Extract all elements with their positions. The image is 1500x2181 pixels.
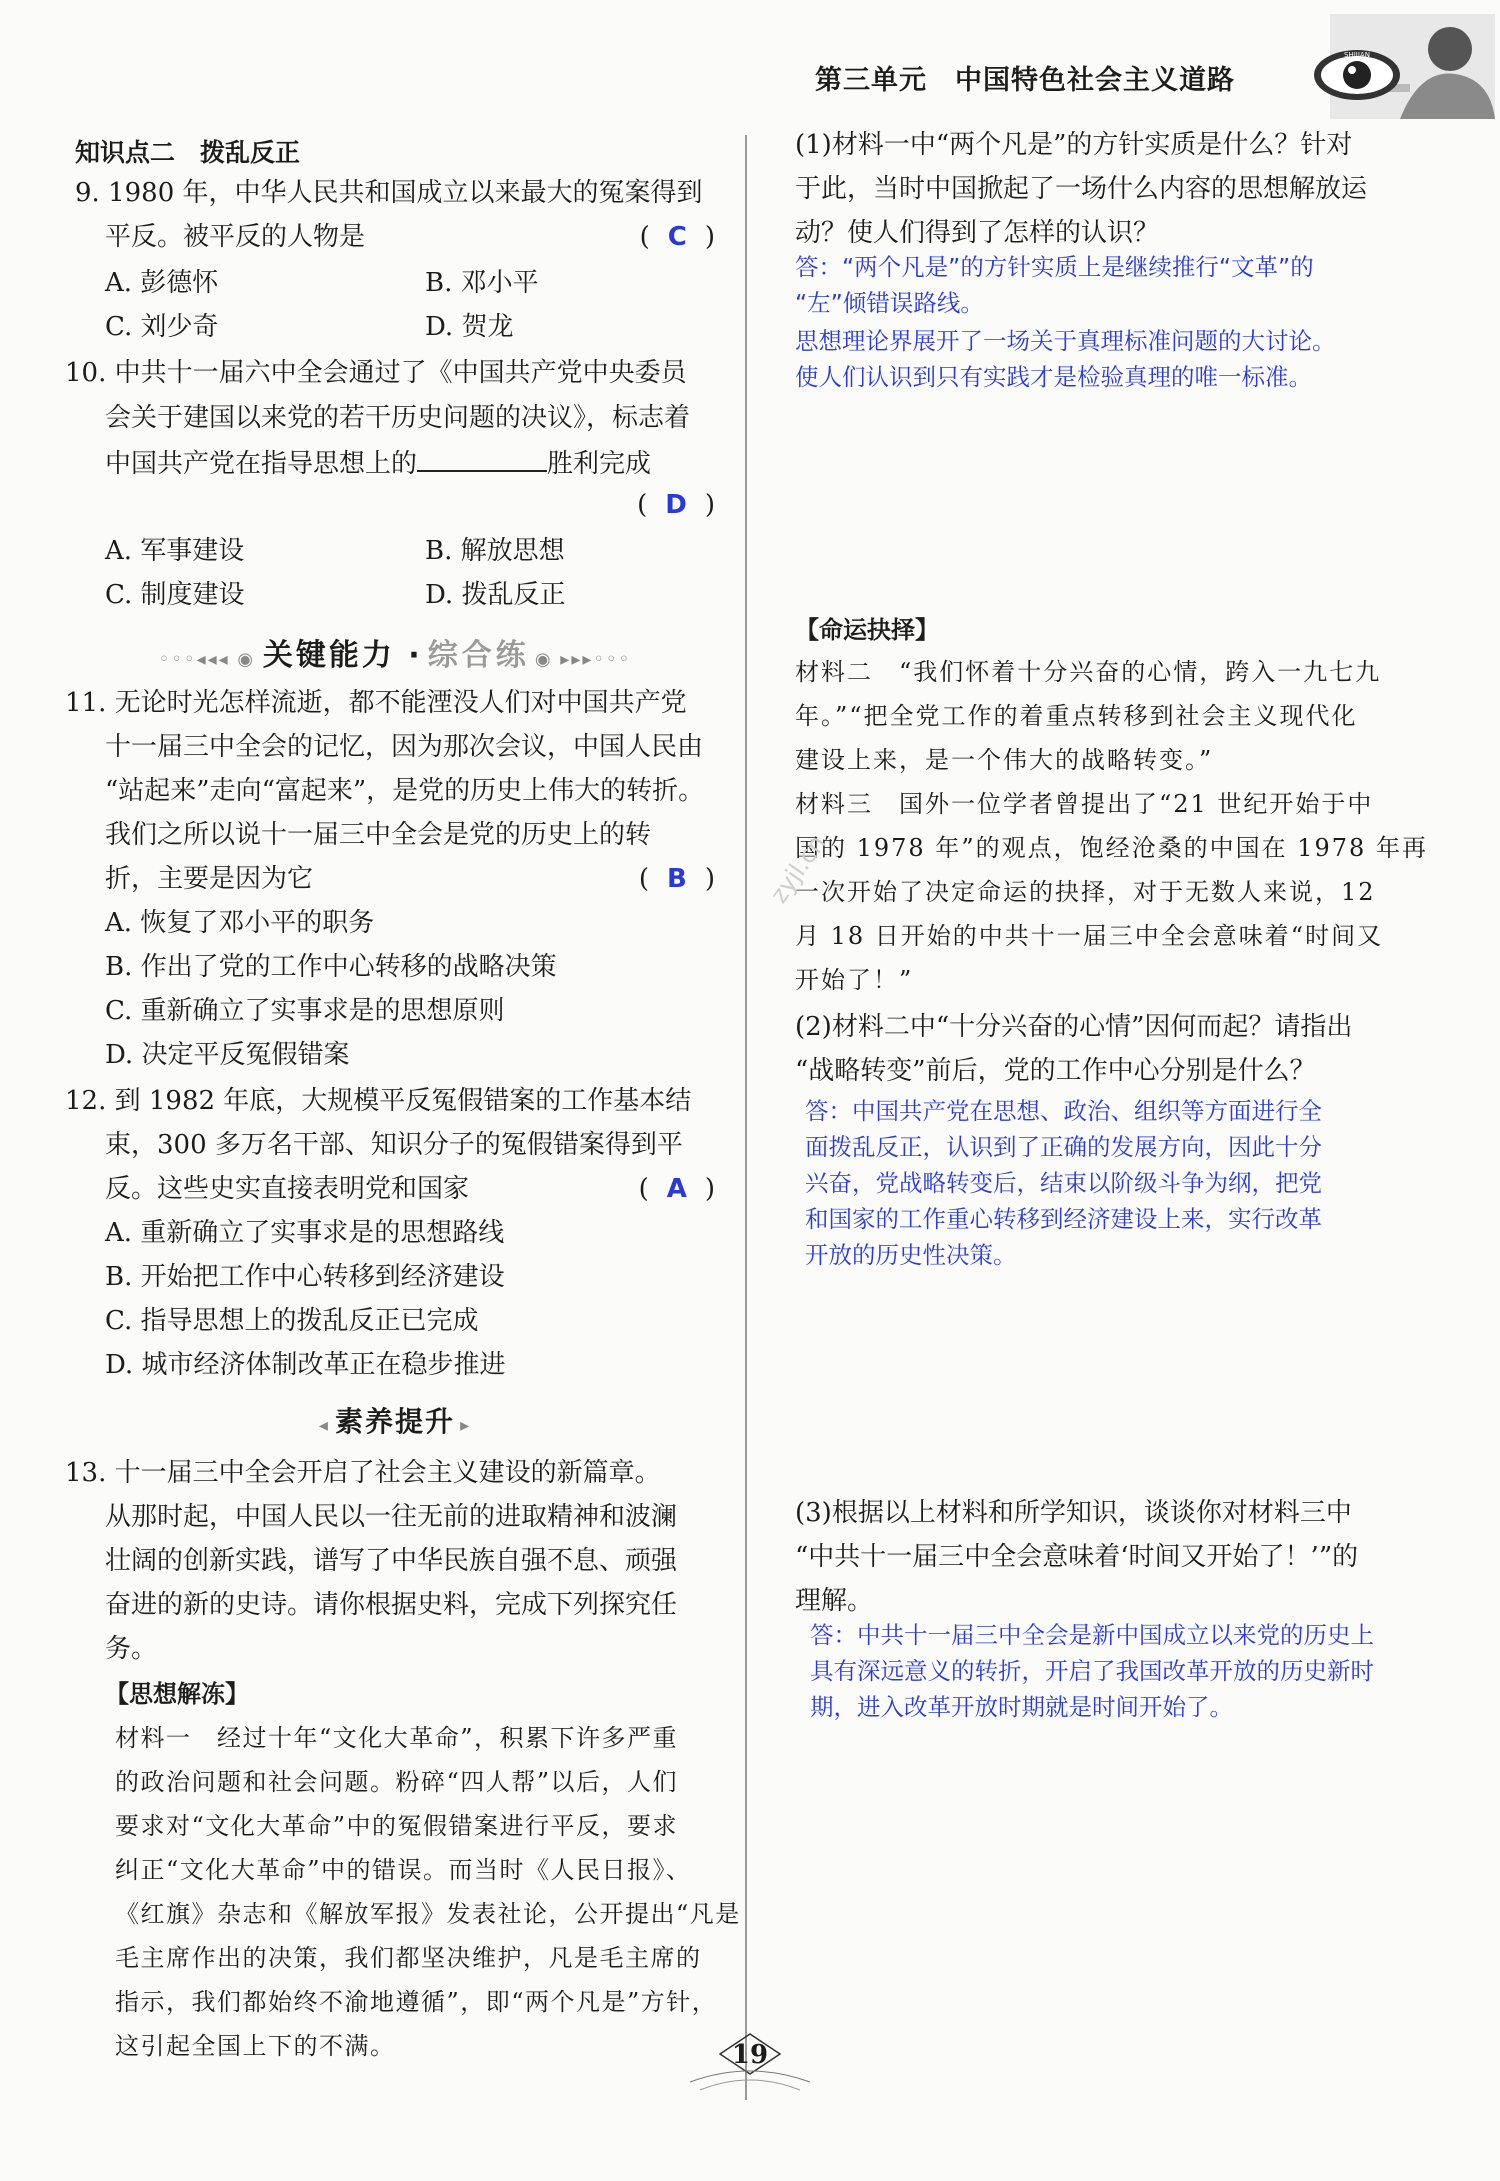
answer2-line-5: 开放的历史性决策。 xyxy=(805,1241,1017,1269)
q9-option-c: C. 刘少奇 xyxy=(105,312,219,342)
q13-part2-line-2: “战略转变”前后，党的工作中心分别是什么？ xyxy=(795,1056,1316,1086)
q11-text-2: 十一届三中全会的记忆，因为那次会议，中国人民由 xyxy=(105,732,704,762)
q10-blank xyxy=(417,448,547,472)
q13-part1-line-1: (1)材料一中“两个凡是”的方针实质是什么？针对 xyxy=(795,130,1353,160)
q10-option-c: C. 制度建设 xyxy=(105,580,245,610)
q9-text-1: 9. 1980 年，中华人民共和国成立以来最大的冤案得到 xyxy=(75,178,703,208)
material1-line-5: 《红旗》杂志和《解放军报》发表社论，公开提出“凡是 xyxy=(115,1900,741,1928)
material3-line-3: 一次开始了决定命运的抉择，对于无数人来说，12 xyxy=(795,878,1376,906)
material1-line-6: 毛主席作出的决策，我们都坚决维护，凡是毛主席的 xyxy=(115,1944,702,1972)
answer3-line-2: 具有深远意义的转折，开启了我国改革开放的历史新时 xyxy=(810,1657,1374,1685)
material3-line-4: 月 18 日开始的中共十一届三中全会意味着“时间又 xyxy=(795,922,1384,950)
q10-text-2: 会关于建国以来党的若干历史问题的决议》，标志着 xyxy=(105,403,691,433)
q13-subheading: 【思想解冻】 xyxy=(105,1680,249,1708)
q10-option-d: D. 拨乱反正 xyxy=(425,580,566,610)
answer3-line-1: 答：中共十一届三中全会是新中国成立以来党的历史上 xyxy=(810,1621,1374,1649)
answer2-line-3: 兴奋，党战略转变后，结束以阶级斗争为纲，把党 xyxy=(805,1169,1322,1197)
logo-text: SHIJIAN xyxy=(1344,51,1370,59)
material1-line-1: 材料一 经过十年“文化大革命”，积累下许多严重 xyxy=(115,1724,679,1752)
answer2-line-1: 答：中国共产党在思想、政治、组织等方面进行全 xyxy=(805,1097,1322,1125)
watermark: zyjl.cn xyxy=(764,829,832,909)
q9-text-2: 平反。被平反的人物是 ( C ) xyxy=(105,222,715,252)
q11-option-a: A. 恢复了邓小平的职务 xyxy=(105,908,375,938)
material2-line-2: 年。”“把全党工作的着重点转移到社会主义现代化 xyxy=(795,702,1358,730)
q12-text-2: 束，300 多万名干部、知识分子的冤假错案得到平 xyxy=(105,1130,683,1160)
q13-part3-line-1: (3)根据以上材料和所学知识，谈谈你对材料三中 xyxy=(795,1498,1352,1528)
q11-answer: ( B ) xyxy=(638,864,715,894)
q10-text-1: 10. 中共十一届六中全会通过了《中国共产党中央委员 xyxy=(65,358,687,388)
material2-line-1: 材料二 “我们怀着十分兴奋的心情，跨入一九七九 xyxy=(795,658,1382,686)
q11-option-d: D. 决定平反冤假错案 xyxy=(105,1040,350,1070)
answer3-line-3: 期，进入改革开放时期就是时间开始了。 xyxy=(810,1693,1233,1721)
material1-line-4: 纠正“文化大革命”中的错误。而当时《人民日报》、 xyxy=(115,1856,692,1884)
q13-text-4: 奋进的新的史诗。请你根据史料，完成下列探究任 xyxy=(105,1590,678,1620)
material1-line-2: 的政治问题和社会问题。粉碎“四人帮”以后，人们 xyxy=(115,1768,679,1796)
material3-line-1: 材料三 国外一位学者曾提出了“21 世纪开始于中 xyxy=(795,790,1374,818)
answer1-line-2: “左”倾错误路线。 xyxy=(795,289,984,317)
banner2-arrow-left: ◂ xyxy=(318,1415,330,1436)
q13-part2-line-1: (2)材料二中“十分兴奋的心情”因何而起？请指出 xyxy=(795,1012,1353,1042)
material1-line-8: 这引起全国上下的不满。 xyxy=(115,2032,396,2060)
q11-option-b: B. 作出了党的工作中心转移的战略决策 xyxy=(105,952,557,982)
q9-option-b: B. 邓小平 xyxy=(425,268,539,298)
banner-dots-left: ◦◦◦◂◂◂ ◉ xyxy=(158,649,263,670)
q12-answer: ( A ) xyxy=(638,1174,715,1204)
column-divider xyxy=(745,135,747,2100)
q13-part1-line-2: 于此，当时中国掀起了一场什么内容的思想解放运 xyxy=(795,174,1368,204)
answer1-line-3: 思想理论界展开了一场关于真理标准问题的大讨论。 xyxy=(795,327,1336,355)
banner-dots-right: ◉ ▸▸▸◦◦◦ xyxy=(534,649,632,670)
q13-text-2: 从那时起，中国人民以一往无前的进取精神和波澜 xyxy=(105,1502,678,1532)
q13-text-1: 13. 十一届三中全会开启了社会主义建设的新篇章。 xyxy=(65,1458,661,1488)
q12-option-b: B. 开始把工作中心转移到经济建设 xyxy=(105,1262,505,1292)
q13-text-3: 壮阔的创新实践，谱写了中华民族自强不息、顽强 xyxy=(105,1546,678,1576)
q13-text-5: 务。 xyxy=(105,1634,158,1664)
q11-text-4: 我们之所以说十一届三中全会是党的历史上的转 xyxy=(105,820,652,850)
q13-part1-line-3: 动？使人们得到了怎样的认识？ xyxy=(795,218,1160,248)
q13-part3-line-3: 理解。 xyxy=(795,1586,874,1616)
answer2-line-4: 和国家的工作重心转移到经济建设上来，实行改革 xyxy=(805,1205,1322,1233)
q11-text-5: 折，主要是因为它 ( B ) xyxy=(105,864,715,894)
q9-option-a: A. 彭德怀 xyxy=(105,268,219,298)
answer1-line-4: 使人们认识到只有实践才是检验真理的唯一标准。 xyxy=(795,363,1312,391)
literacy-banner: ◂ 素养提升 ▸ xyxy=(318,1405,472,1438)
material3-line-5: 开始了！” xyxy=(795,966,914,994)
material2-line-3: 建设上来，是一个伟大的战略转变。” xyxy=(795,746,1214,774)
key-ability-banner: ◦◦◦◂◂◂ ◉ 关键能力 · 综合练 ◉ ▸▸▸◦◦◦ xyxy=(158,638,632,673)
answer2-line-2: 面拨乱反正，认识到了正确的发展方向，因此十分 xyxy=(805,1133,1322,1161)
q11-text-1: 11. 无论时光怎样流逝，都不能湮没人们对中国共产党 xyxy=(65,688,687,718)
q12-text-3: 反。这些史实直接表明党和国家 ( A ) xyxy=(105,1174,715,1204)
material1-line-7: 指示，我们都始终不渝地遵循”，即“两个凡是”方针， xyxy=(115,1988,718,2016)
material1-line-3: 要求对“文化大革命”中的冤假错案进行平反，要求 xyxy=(115,1812,679,1840)
fate-choice-subheading: 【命运抉择】 xyxy=(795,616,939,644)
q12-option-a: A. 重新确立了实事求是的思想路线 xyxy=(105,1218,505,1248)
header-title: 第三单元 中国特色社会主义道路 xyxy=(815,65,1235,96)
q10-text-3: 中国共产党在指导思想上的 胜利完成 xyxy=(105,449,652,479)
q10-option-b: B. 解放思想 xyxy=(425,536,565,566)
page-number: 19 xyxy=(731,2040,769,2070)
q11-option-c: C. 重新确立了实事求是的思想原则 xyxy=(105,996,505,1026)
q9-answer: ( C ) xyxy=(639,222,715,252)
q12-text-1: 12. 到 1982 年底，大规模平反冤假错案的工作基本结 xyxy=(65,1086,692,1116)
eye-logo-icon xyxy=(1312,48,1402,102)
q10-answer: ( D ) xyxy=(637,490,715,520)
q9-option-d: D. 贺龙 xyxy=(425,312,514,342)
section-title: 知识点二 拨乱反正 xyxy=(75,138,301,167)
banner2-arrow-right: ▸ xyxy=(460,1415,472,1436)
material3-line-2: 国的 1978 年”的观点，饱经沧桑的中国在 1978 年再 xyxy=(795,834,1428,862)
q12-option-c: C. 指导思想上的拨乱反正已完成 xyxy=(105,1306,479,1336)
q11-text-3: “站起来”走向“富起来”，是党的历史上伟大的转折。 xyxy=(105,776,705,806)
q12-option-d: D. 城市经济体制改革正在稳步推进 xyxy=(105,1350,506,1380)
q13-part3-line-2: “中共十一届三中全会意味着‘时间又开始了！’”的 xyxy=(795,1542,1359,1572)
q10-option-a: A. 军事建设 xyxy=(105,536,245,566)
answer1-line-1: 答：“两个凡是”的方针实质上是继续推行“文革”的 xyxy=(795,253,1314,281)
